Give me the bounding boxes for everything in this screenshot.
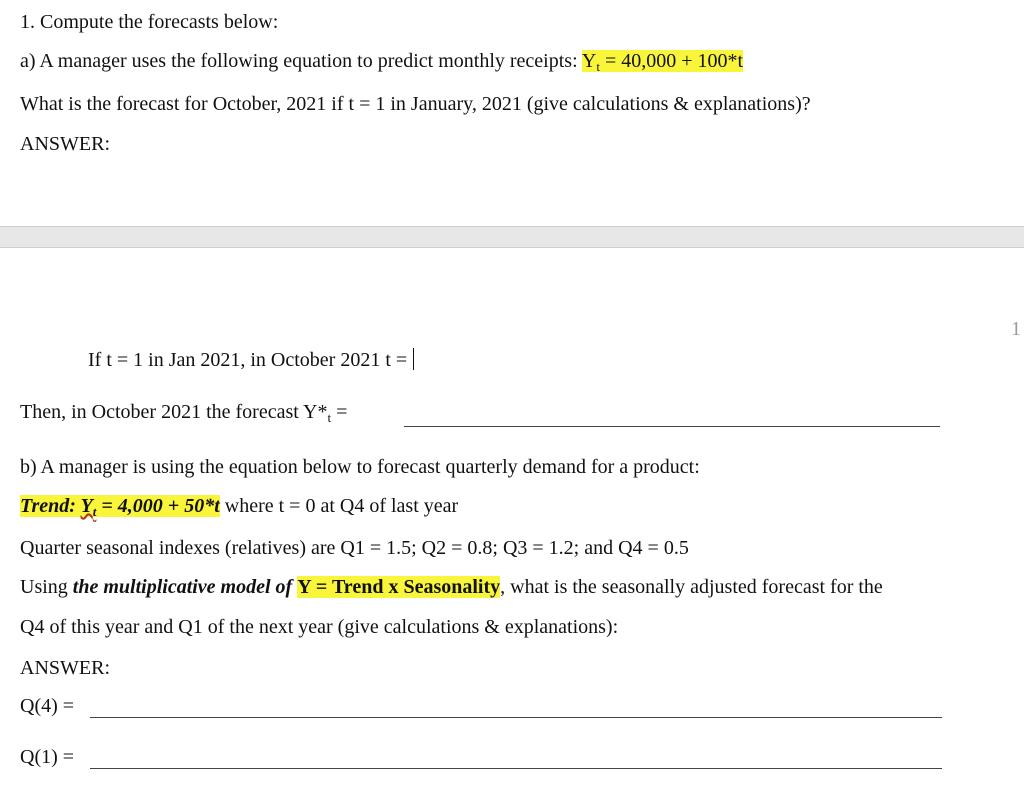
trend-highlight [20, 495, 220, 517]
model-suffix: , what is the seasonally adjusted forecast for the [500, 576, 883, 598]
forecast-line [20, 400, 347, 424]
answer-label-b: ANSWER: [20, 657, 110, 679]
heading: 1. Compute the forecasts below: [20, 11, 279, 33]
seasonal-indexes: Quarter seasonal indexes (relatives) are Q1 = 1.5; Q2 = 0.8; Q3 = 1.2; and Q4 = 0.5 [20, 537, 689, 559]
model-prefix: Using [20, 576, 73, 598]
q4-label: Q(4) = [20, 695, 75, 717]
trend-equation: = 4,000 + 50*t [96, 495, 220, 517]
equation-highlight [582, 50, 743, 72]
question-a-text: What is the forecast for October, 2021 if t = 1 in January, 2021 (give calculations & explanations)? [20, 93, 811, 115]
q1-answer-blank[interactable] [90, 768, 942, 769]
forecast-sub: t [327, 410, 332, 425]
t-line-text: If t = 1 in Jan 2021, in October 2021 t = [88, 349, 413, 371]
model-emph: the multiplicative model of [72, 576, 298, 598]
question-a-line [20, 49, 743, 73]
forecast-prefix: Then, in October 2021 the forecast Y* [20, 401, 328, 423]
equation-rest: = 40,000 + 100*t [599, 50, 744, 72]
trend-where: where t = 0 at Q4 of last year [219, 495, 459, 517]
page-number: 1 [1011, 318, 1021, 340]
q4-answer-blank[interactable] [90, 717, 942, 718]
q1-label: Q(1) = [20, 746, 75, 768]
trend-y-sub: t [92, 504, 97, 519]
forecast-suffix: = [331, 401, 348, 423]
forecast-answer-blank[interactable] [404, 426, 940, 427]
model-formula: Y = Trend x Seasonality [297, 576, 501, 598]
text-cursor [413, 348, 414, 370]
question-a-prefix: a) A manager uses the following equation to predict monthly receipts: [20, 50, 582, 72]
trend-y: Y [80, 495, 93, 517]
part-b-intro: b) A manager is using the equation below to forecast quarterly demand for a product: [20, 456, 700, 478]
model-line [20, 575, 883, 599]
model-line-2: Q4 of this year and Q1 of the next year (give calculations & explanations): [20, 616, 619, 638]
equation-y: Y [581, 50, 597, 72]
trend-label: Trend: [20, 495, 81, 517]
equation-y-sub: t [596, 59, 600, 74]
t-line[interactable] [88, 348, 414, 372]
answer-label-a: ANSWER: [20, 133, 110, 155]
page-break [0, 226, 1024, 248]
trend-line [20, 494, 458, 518]
